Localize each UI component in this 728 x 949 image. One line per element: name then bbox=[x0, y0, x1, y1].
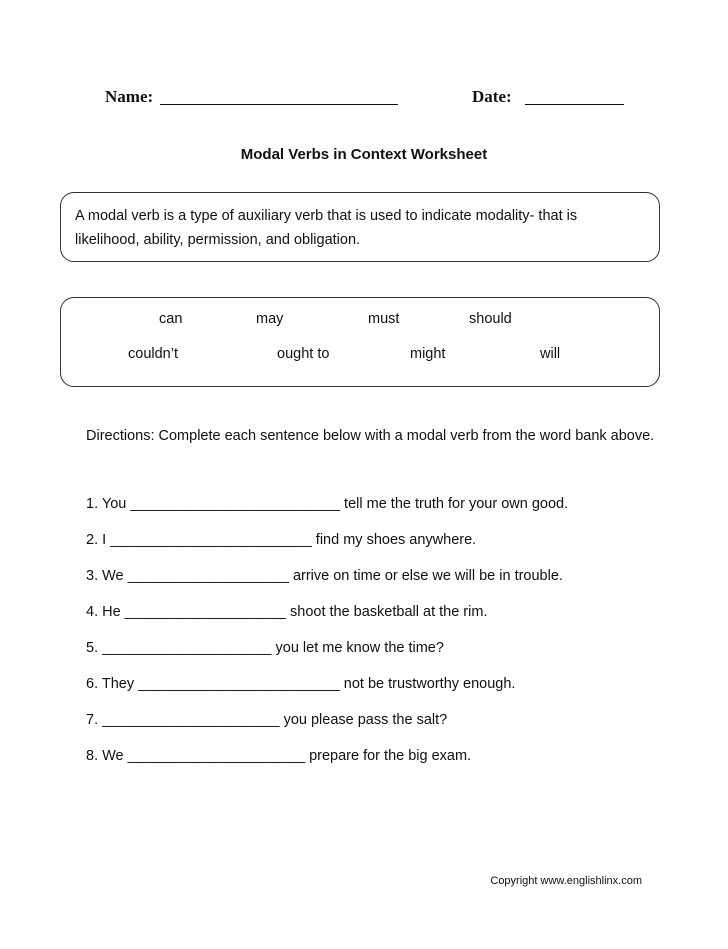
exercise-item: 7. ______________________ you please pass the salt? bbox=[86, 712, 448, 728]
directions-text: Directions: Complete each sentence below with a modal verb from the word bank above. bbox=[86, 428, 655, 444]
name-label: Name: bbox=[105, 87, 154, 106]
word-bank-item: must bbox=[368, 311, 400, 327]
worksheet-title: Modal Verbs in Context Worksheet bbox=[240, 146, 488, 163]
word-bank-item: may bbox=[256, 311, 284, 327]
word-bank-item: can bbox=[159, 311, 183, 327]
date-label: Date: bbox=[472, 87, 512, 106]
exercise-item: 8. We ______________________ prepare for the big exam. bbox=[86, 748, 472, 764]
exercise-item: 4. He ____________________ shoot the basketball at the rim. bbox=[86, 604, 488, 620]
exercise-item: 1. You __________________________ tell me the truth for your own good. bbox=[86, 496, 569, 512]
date-blank-line bbox=[525, 104, 624, 105]
word-bank-box bbox=[60, 297, 660, 387]
word-bank-item: ought to bbox=[277, 346, 330, 362]
word-bank-item: should bbox=[469, 311, 512, 327]
word-bank-item: will bbox=[540, 346, 561, 362]
exercise-item: 2. I _________________________ find my shoes anywhere. bbox=[86, 532, 477, 548]
copyright-text: Copyright www.englishlinx.com bbox=[490, 875, 642, 887]
definition-box bbox=[60, 192, 660, 262]
exercise-item: 3. We ____________________ arrive on time or else we will be in trouble. bbox=[86, 568, 563, 584]
name-blank-line bbox=[160, 104, 398, 105]
word-bank-item: might bbox=[410, 346, 446, 362]
exercise-item: 5. _____________________ you let me know the time? bbox=[86, 640, 444, 656]
header-row bbox=[0, 87, 728, 111]
exercise-item: 6. They _________________________ not be trustworthy enough. bbox=[86, 676, 516, 692]
definition-text: A modal verb is a type of auxiliary verb that is used to indicate modality- that is likelihood, ability, permission, and obligation. bbox=[75, 208, 578, 248]
word-bank-item: couldn’t bbox=[128, 346, 178, 362]
exercise-list bbox=[86, 493, 686, 781]
